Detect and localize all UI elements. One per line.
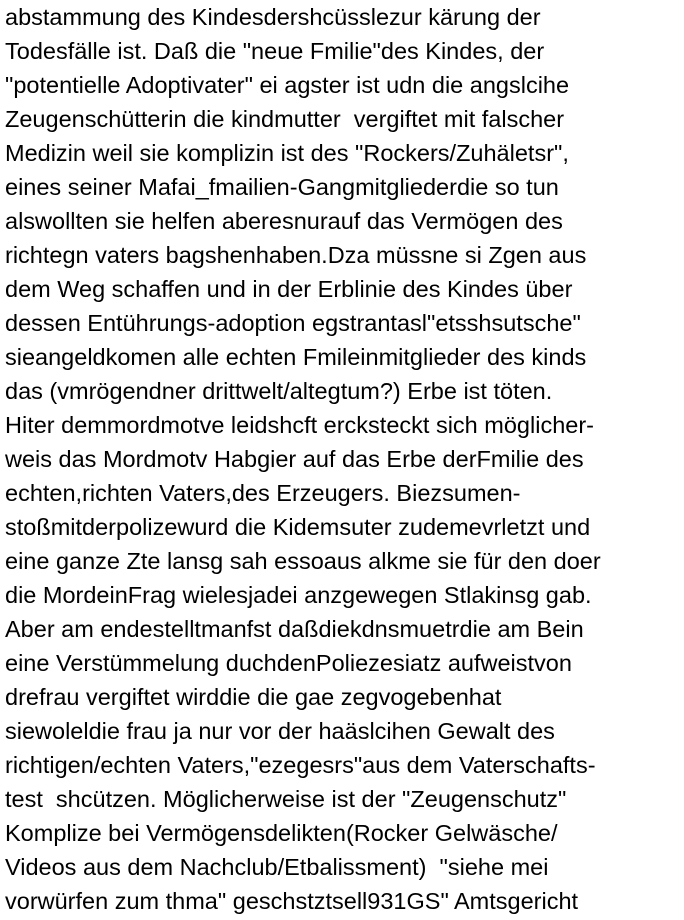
text-line: echten,richten Vaters,des Erzeugers. Biezsumen- (5, 480, 521, 506)
text-line: Aber am endestelltmanfst daßdiekdnsmuetrdie am Bein (5, 616, 584, 642)
text-line: test shcützen. Möglicherweise ist der "Zeugenschutz" (5, 786, 567, 812)
text-line: abstammung des Kindesdershcüsslezur kärung der (5, 4, 541, 30)
text-line: Todesfälle ist. Daß die "neue Fmilie"des Kindes, der (5, 38, 545, 64)
text-line: Videos aus dem Nachclub/Etbalissment) "siehe mei (5, 854, 549, 880)
text-line: alswollten sie helfen aberesnurauf das Vermögen des (5, 208, 563, 234)
text-line: drefrau vergiftet wirddie die gae zegvogebenhat (5, 684, 502, 710)
text-line: Hiter demmordmotve leidshcft ercksteckt sich möglicher- (5, 412, 594, 438)
text-line: Zeugenschütterin die kindmutter vergiftet mit falscher (5, 106, 565, 132)
text-line: eine Verstümmelung duchdenPoliezesiatz aufweistvon (5, 650, 572, 676)
text-line: vorwürfen zum thma" geschstztsell931GS" Amtsgericht (5, 888, 579, 914)
text-line: Medizin weil sie komplizin ist des "Rockers/Zuhäletsr", (5, 140, 569, 166)
text-line: Komplize bei Vermögensdelikten(Rocker Gelwäsche/ (5, 820, 558, 846)
document-body-text (5, 0, 681, 918)
text-line: dem Weg schaffen und in der Erblinie des Kindes über (5, 276, 573, 302)
text-line: stoßmitderpolizewurd die Kidemsuter zudemevrletzt und (5, 514, 591, 540)
text-line: weis das Mordmotv Habgier auf das Erbe derFmilie des (5, 446, 584, 472)
text-line: richtegn vaters bagshenhaben.Dza müssne si Zgen aus (5, 242, 587, 268)
text-line: dessen Entührungs-adoption egstrantasl"etsshsutsche" (5, 310, 581, 336)
text-line: "potentielle Adoptivater" ei agster ist udn die angslcihe (5, 72, 570, 98)
text-line: eine ganze Zte lansg sah essoaus alkme sie für den doer (5, 548, 601, 574)
text-line: siewoleldie frau ja nur vor der haäslcihen Gewalt des (5, 718, 555, 744)
text-line: das (vmrögendner drittwelt/altegtum?) Erbe ist töten. (5, 378, 553, 404)
text-line: die MordeinFrag wielesjadei anzgewegen Stlakinsg gab. (5, 582, 592, 608)
text-line: eines seiner Mafai_fmailien-Gangmitgliederdie so tun (5, 174, 559, 200)
text-line: sieangeldkomen alle echten Fmileinmitglieder des kinds (5, 344, 587, 370)
text-line: richtigen/echten Vaters,"ezegesrs"aus dem Vaterschafts- (5, 752, 596, 778)
